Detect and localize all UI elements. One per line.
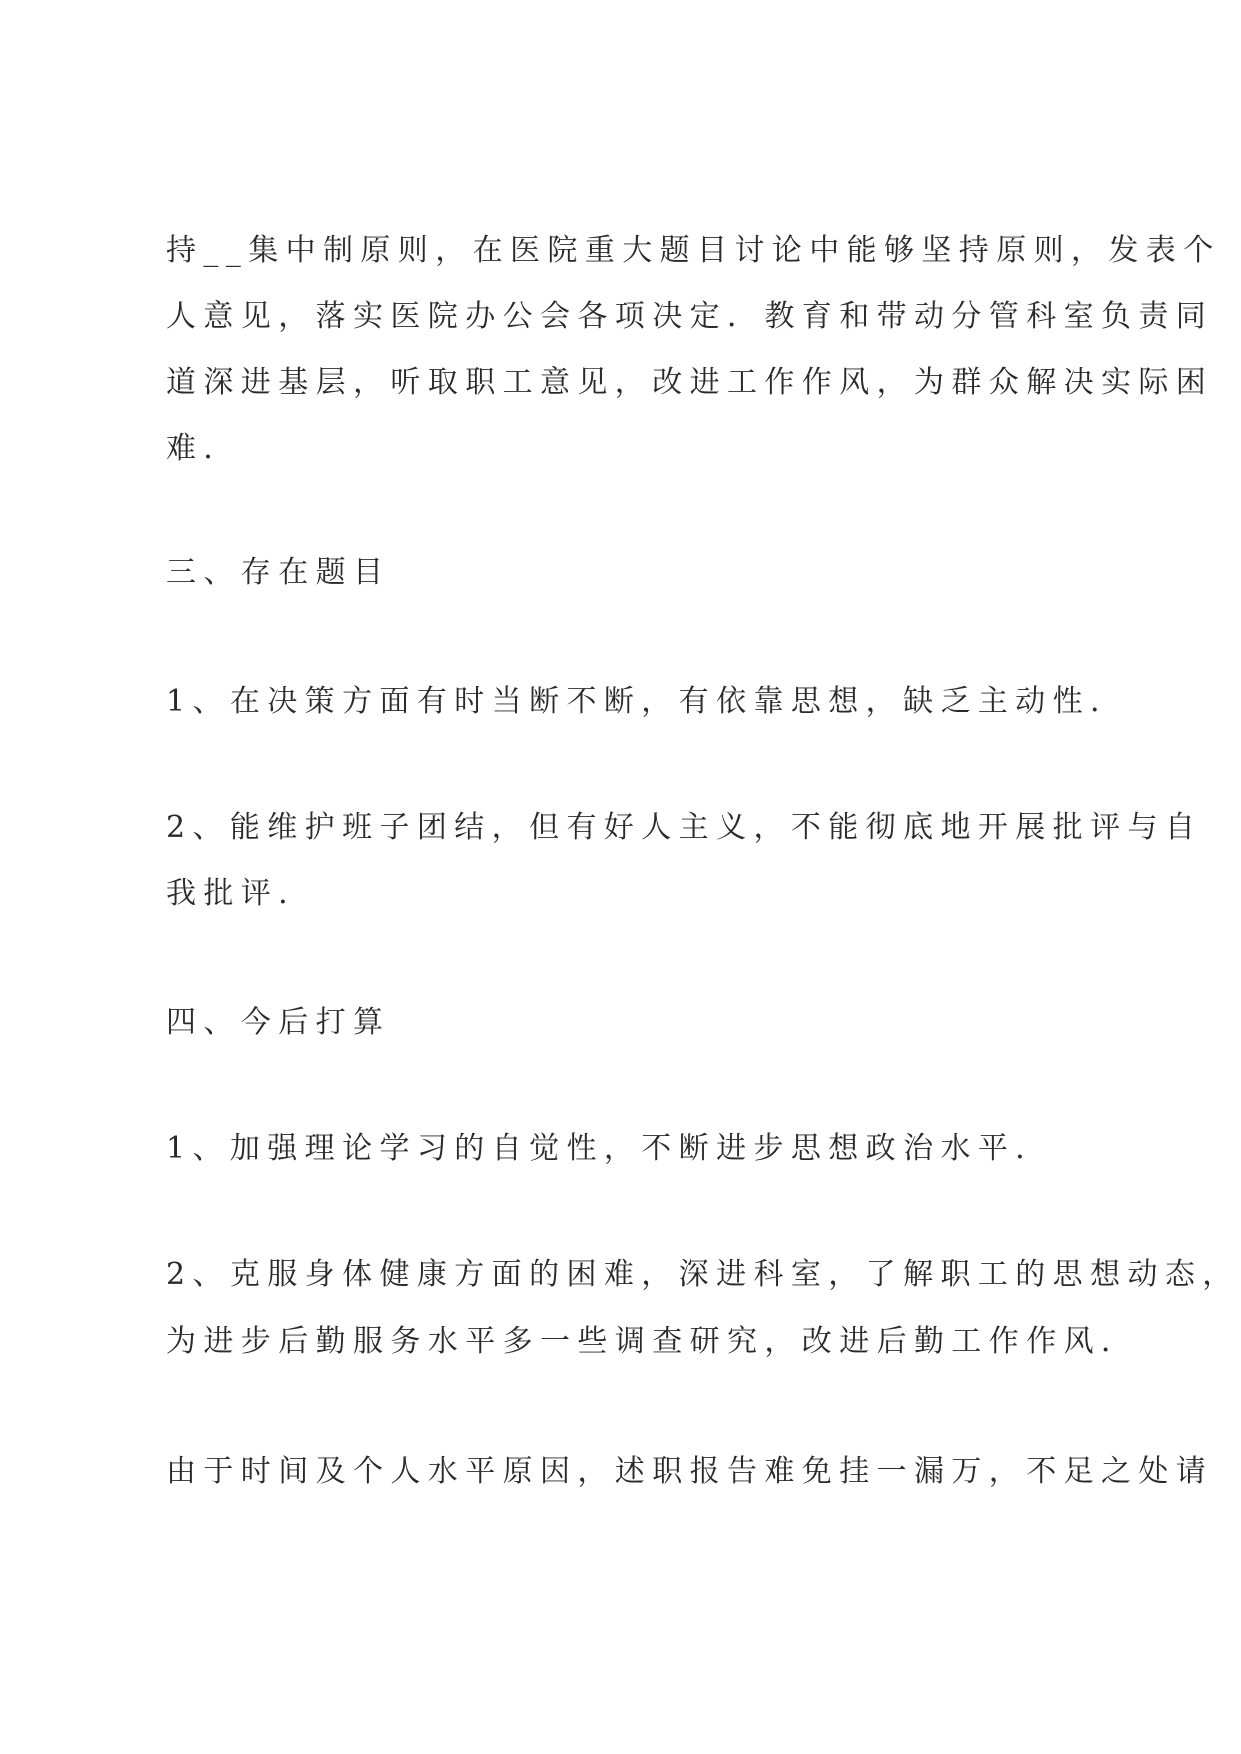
list-item: 1、在决策方面有时当断不断，有依靠思想，缺乏主动性． (166, 684, 1128, 719)
list-item: 1、加强理论学习的自觉性，不断进步思想政治水平． (166, 1131, 1053, 1166)
list-item-continuation: 为进步后勤服务水平多一些调查研究，改进后勤工作作风． (166, 1324, 1139, 1359)
paragraph-line: 由于时间及个人水平原因，述职报告难免挂一漏万，不足之处请 (166, 1454, 1214, 1489)
paragraph-line: 持__集中制原则，在医院重大题目讨论中能够坚持原则，发表个 (166, 233, 1221, 268)
paragraph-line: 难． (166, 431, 241, 466)
list-item: 2、能维护班子团结，但有好人主义，不能彻底地开展批评与自 (166, 810, 1203, 845)
section-heading: 三、存在题目 (166, 555, 391, 590)
section-heading: 四、今后打算 (166, 1005, 391, 1040)
list-item: 2、克服身体健康方面的困难，深进科室，了解职工的思想动态， (166, 1257, 1240, 1292)
list-item-continuation: 我批评． (166, 876, 316, 911)
paragraph-line: 人意见，落实医院办公会各项决定．教育和带动分管科室负责同 (166, 299, 1214, 334)
paragraph-line: 道深进基层，听取职工意见，改进工作作风，为群众解决实际困 (166, 365, 1214, 400)
